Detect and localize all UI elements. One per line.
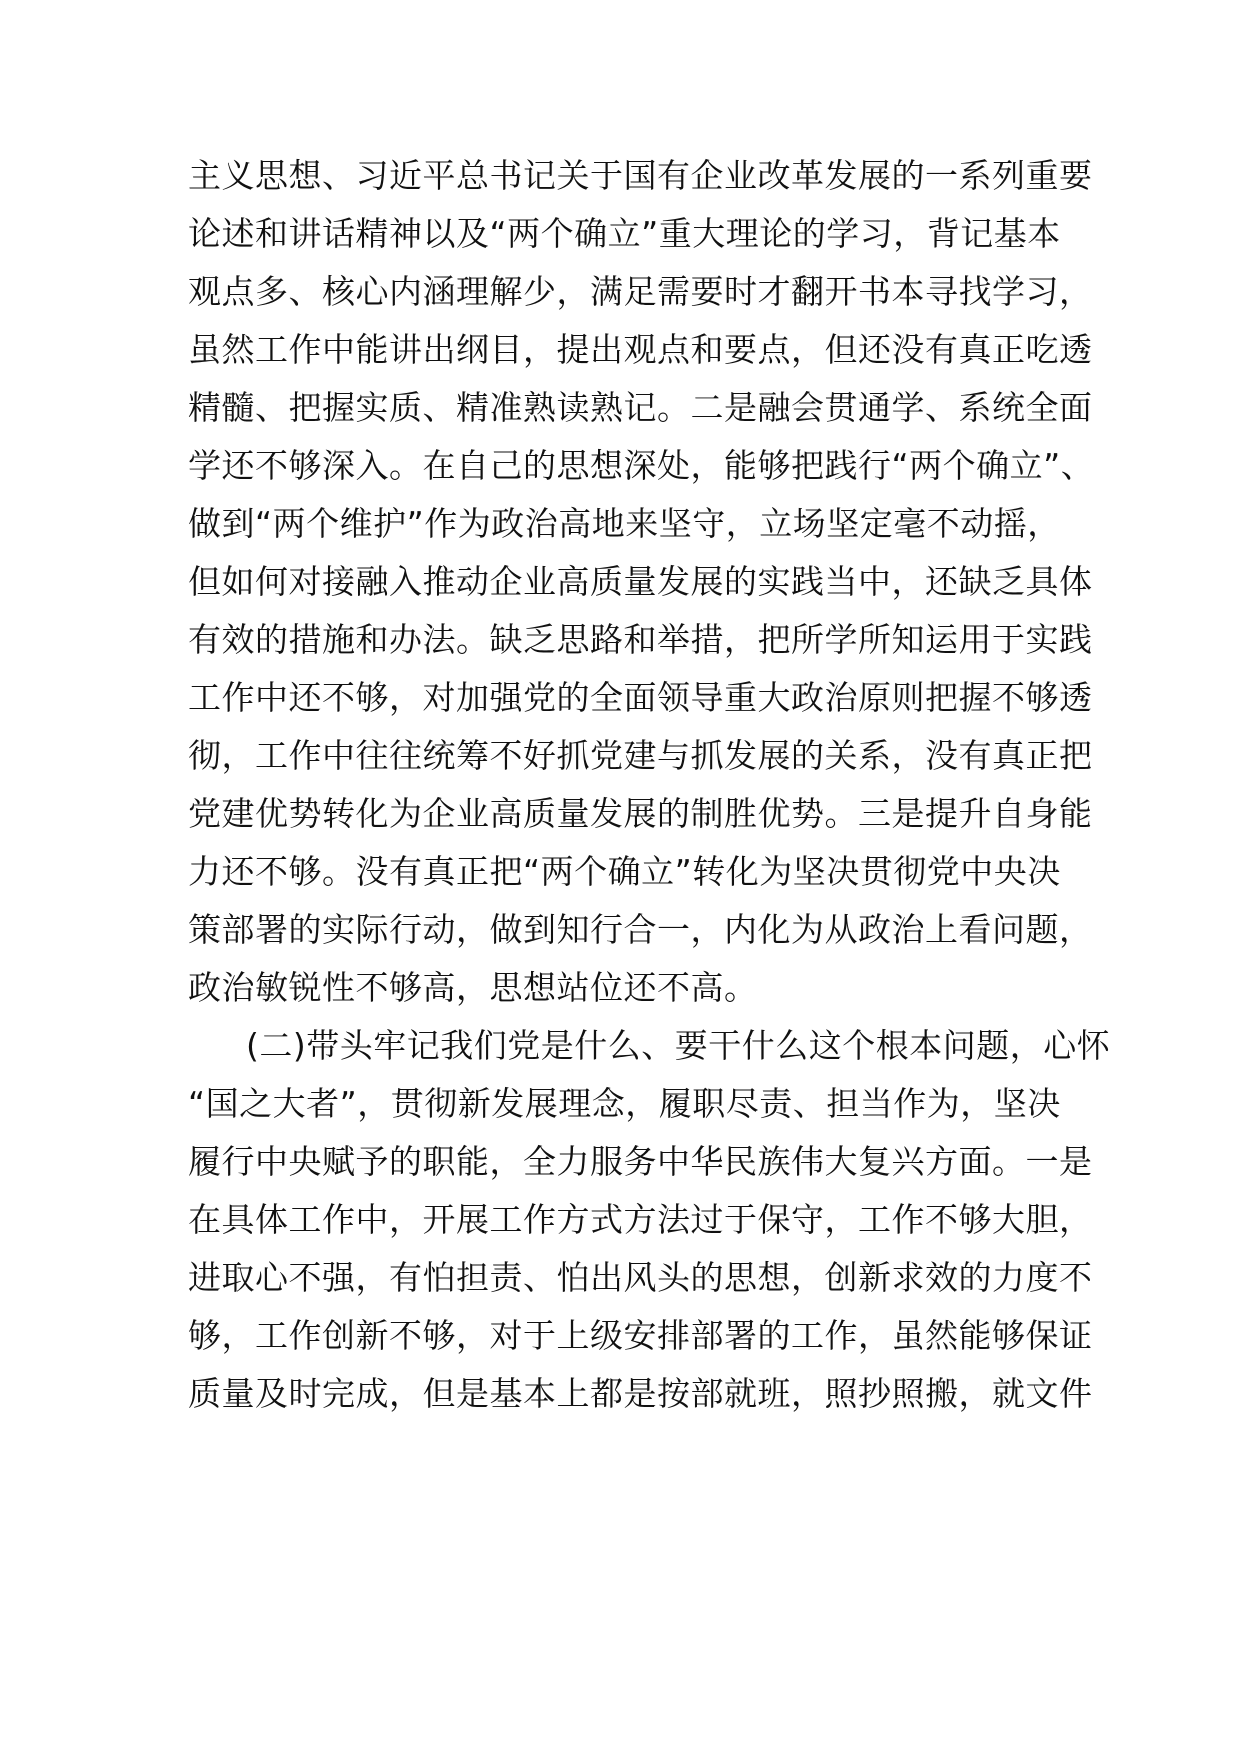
text-line: 学还不够深入。在自己的思想深处，能够把践行“两个确立”、: [188, 446, 1095, 485]
text-line: 虽然工作中能讲出纲目，提出观点和要点，但还没有真正吃透: [188, 330, 1093, 369]
text-line: 进取心不强，有怕担责、怕出风头的思想，创新求效的力度不: [188, 1258, 1093, 1297]
text-line: 精髓、把握实质、精准熟读熟记。二是融会贯通学、系统全面: [188, 388, 1093, 427]
text-line: 彻，工作中往往统筹不好抓党建与抓发展的关系，没有真正把: [188, 736, 1093, 775]
text-line: 政治敏锐性不够高，思想站位还不高。: [188, 968, 758, 1007]
text-line: 力还不够。没有真正把“两个确立”转化为坚决贯彻党中央决: [188, 852, 1061, 891]
paragraph-heading-line: (二)带头牢记我们党是什么、要干什么这个根本问题，心怀: [246, 1026, 1111, 1065]
text-line: 质量及时完成，但是基本上都是按部就班，照抄照搬，就文件: [188, 1374, 1093, 1413]
text-line: 党建优势转化为企业高质量发展的制胜优势。三是提升自身能: [188, 794, 1093, 833]
text-line: 策部署的实际行动，做到知行合一，内化为从政治上看问题，: [188, 910, 1093, 949]
text-line: 主义思想、习近平总书记关于国有企业改革发展的一系列重要: [188, 156, 1093, 195]
text-line: 观点多、核心内涵理解少，满足需要时才翻开书本寻找学习，: [188, 272, 1093, 311]
text-line: 论述和讲话精神以及“两个确立”重大理论的学习，背记基本: [188, 214, 1061, 253]
text-line: 履行中央赋予的职能，全力服务中华民族伟大复兴方面。一是: [188, 1142, 1093, 1181]
text-line: 够，工作创新不够，对于上级安排部署的工作，虽然能够保证: [188, 1316, 1093, 1355]
text-line: 工作中还不够，对加强党的全面领导重大政治原则把握不够透: [188, 678, 1093, 717]
text-line: 在具体工作中，开展工作方式方法过于保守，工作不够大胆，: [188, 1200, 1093, 1239]
text-line: “国之大者”，贯彻新发展理念，履职尽责、担当作为，坚决: [188, 1084, 1061, 1123]
text-line: 有效的措施和办法。缺乏思路和举措，把所学所知运用于实践: [188, 620, 1093, 659]
text-line: 做到“两个维护”作为政治高地来坚守，立场坚定毫不动摇，: [188, 504, 1061, 543]
text-line: 但如何对接融入推动企业高质量发展的实践当中，还缺乏具体: [188, 562, 1093, 601]
